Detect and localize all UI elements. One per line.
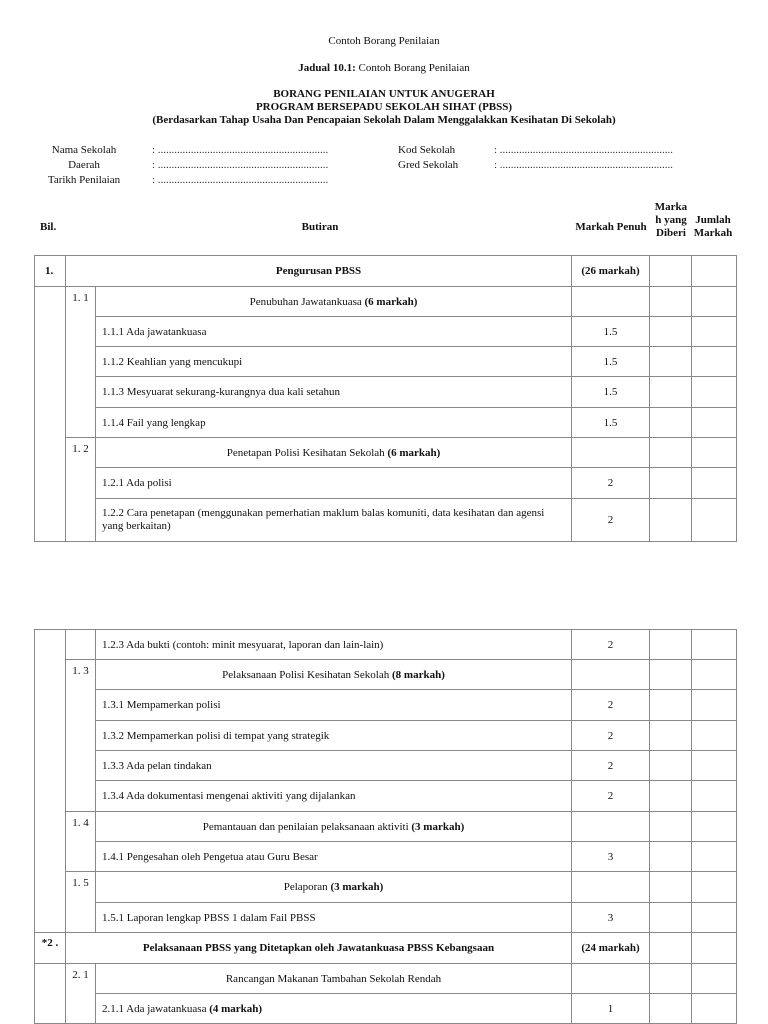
item-label: 1.3.4 Ada dokumentasi mengenai aktiviti yang dijalankan (96, 781, 572, 812)
item-row (35, 751, 737, 781)
heading-line-1: BORANG PENILAIAN UNTUK ANUGERAH (273, 88, 495, 100)
subsection-number: 2. 1 (66, 964, 96, 1024)
item-row (35, 347, 737, 377)
subsection-row (35, 287, 737, 317)
item-label: 1.1.4 Fail yang lengkap (96, 408, 572, 438)
header-markah-diberi: Marka h yang Diberi (654, 201, 688, 239)
section-number: 1. (35, 256, 66, 287)
item-full-marks: 2 (572, 630, 650, 660)
field-nama-sekolah[interactable]: : .............................................................. (152, 144, 329, 156)
table-caption-text: Contoh Borang Penilaian (355, 62, 470, 74)
full-marks-cell (572, 812, 650, 842)
marks-given-cell[interactable] (650, 317, 692, 347)
full-marks-cell (572, 964, 650, 994)
total-marks-cell[interactable] (692, 347, 737, 377)
label-kod-sekolah: Kod Sekolah (398, 144, 456, 156)
header-bil: Bil. (40, 221, 57, 233)
marks-given-cell[interactable] (650, 812, 692, 842)
total-marks-cell[interactable] (692, 812, 737, 842)
marks-given-cell[interactable] (650, 660, 692, 690)
total-marks-cell[interactable] (692, 468, 737, 499)
total-marks-cell[interactable] (692, 994, 737, 1024)
marks-given-cell[interactable] (650, 842, 692, 872)
item-label: 1.4.1 Pengesahan oleh Pengetua atau Guru Besar (96, 842, 572, 872)
item-full-marks: 2 (572, 499, 650, 542)
subsection-title: Penubuhan Jawatankuasa (6 markah) (96, 287, 572, 317)
item-row (35, 842, 737, 872)
total-marks-cell[interactable] (692, 964, 737, 994)
item-label: 1.2.2 Cara penetapan (menggunakan pemerhatian maklum balas komuniti, data kesihatan dan agensi yang berkaitan) (96, 499, 572, 542)
subsection-number: 1. 3 (66, 660, 96, 812)
total-marks-cell[interactable] (692, 408, 737, 438)
item-full-marks: 1.5 (572, 408, 650, 438)
marks-given-cell[interactable] (650, 630, 692, 660)
marks-given-cell[interactable] (650, 438, 692, 468)
label-tarikh: Tarikh Penilaian (47, 174, 121, 186)
field-kod-sekolah[interactable]: : ............................................................... (494, 144, 674, 156)
subsection-title: Pelaksanaan Polisi Kesihatan Sekolah (8 markah) (96, 660, 572, 690)
total-marks-cell[interactable] (692, 903, 737, 933)
marks-given-cell[interactable] (650, 690, 692, 721)
marks-given-cell[interactable] (650, 781, 692, 812)
marks-given-cell[interactable] (650, 408, 692, 438)
item-full-marks: 1 (572, 994, 650, 1024)
item-label: 1.2.1 Ada polisi (96, 468, 572, 499)
section-number: *2 . (35, 933, 66, 964)
assessment-table-part-1 (34, 255, 737, 542)
full-marks-cell (572, 287, 650, 317)
subsection-title: Rancangan Makanan Tambahan Sekolah Rendah (96, 964, 572, 994)
item-full-marks: 3 (572, 903, 650, 933)
total-marks-cell[interactable] (692, 660, 737, 690)
subsection-row (35, 660, 737, 690)
item-row (35, 721, 737, 751)
section-row (35, 933, 737, 964)
field-daerah[interactable]: : .............................................................. (152, 159, 329, 171)
label-daerah: Daerah (68, 159, 100, 171)
section-row (35, 256, 737, 287)
marks-given-cell[interactable] (650, 933, 692, 964)
section-spacer-cell (35, 287, 66, 542)
item-label: 1.3.2 Mempamerkan polisi di tempat yang strategik (96, 721, 572, 751)
item-row (35, 468, 737, 499)
subsection-row (35, 438, 737, 468)
subsection-number: 1. 1 (66, 287, 96, 438)
full-marks-cell (572, 872, 650, 903)
section-title: Pelaksanaan PBSS yang Ditetapkan oleh Jawatankuasa PBSS Kebangsaan (66, 933, 572, 964)
field-gred-sekolah[interactable]: : ............................................................... (494, 159, 674, 171)
table-caption (0, 62, 768, 74)
marks-given-cell[interactable] (650, 903, 692, 933)
section-marks: (26 markah) (572, 256, 650, 287)
subsection-row (35, 812, 737, 842)
item-full-marks: 1.5 (572, 377, 650, 408)
table-header (34, 197, 736, 255)
subsection-row (35, 964, 737, 994)
item-label: 1.1.2 Keahlian yang mencukupi (96, 347, 572, 377)
item-row (35, 499, 737, 542)
item-full-marks: 2 (572, 468, 650, 499)
total-marks-cell[interactable] (692, 256, 737, 287)
item-full-marks: 2 (572, 781, 650, 812)
label-gred-sekolah: Gred Sekolah (398, 159, 459, 171)
item-row (35, 317, 737, 347)
marks-given-cell[interactable] (650, 468, 692, 499)
item-row (35, 630, 737, 660)
marks-given-cell[interactable] (650, 872, 692, 903)
total-marks-cell[interactable] (692, 377, 737, 408)
total-marks-cell[interactable] (692, 751, 737, 781)
total-marks-cell[interactable] (692, 842, 737, 872)
item-row (35, 903, 737, 933)
total-marks-cell[interactable] (692, 287, 737, 317)
section-spacer-cell (35, 630, 66, 933)
assessment-table-part-2 (34, 629, 737, 1024)
marks-given-cell[interactable] (650, 994, 692, 1024)
subsection-spacer-cell (66, 630, 96, 660)
marks-given-cell[interactable] (650, 751, 692, 781)
item-full-marks: 2 (572, 690, 650, 721)
item-label: 1.5.1 Laporan lengkap PBSS 1 dalam Fail PBSS (96, 903, 572, 933)
total-marks-cell[interactable] (692, 721, 737, 751)
total-marks-cell[interactable] (692, 438, 737, 468)
subsection-number: 1. 4 (66, 812, 96, 872)
subsection-title: Pemantauan dan penilaian pelaksanaan aktiviti (3 markah) (96, 812, 572, 842)
header-markah-penuh: Markah Penuh (575, 221, 647, 233)
item-full-marks: 1.5 (572, 347, 650, 377)
marks-given-cell[interactable] (650, 721, 692, 751)
total-marks-cell[interactable] (692, 781, 737, 812)
subsection-number: 1. 2 (66, 438, 96, 542)
field-tarikh[interactable]: : .............................................................. (152, 174, 329, 186)
item-row (35, 690, 737, 721)
item-full-marks: 1.5 (572, 317, 650, 347)
item-label: 1.3.3 Ada pelan tindakan (96, 751, 572, 781)
heading-line-2: PROGRAM BERSEPADU SEKOLAH SIHAT (PBSS) (255, 101, 513, 113)
header-jumlah-markah: Jumlah Markah (693, 214, 733, 239)
section-marks: (24 markah) (572, 933, 650, 964)
item-row (35, 781, 737, 812)
total-marks-cell[interactable] (692, 499, 737, 542)
table-caption-label: Jadual 10.1: (298, 62, 356, 74)
subsection-title: Penetapan Polisi Kesihatan Sekolah (6 markah) (96, 438, 572, 468)
item-row (35, 408, 737, 438)
item-row (35, 994, 737, 1024)
total-marks-cell[interactable] (692, 690, 737, 721)
marks-given-cell[interactable] (650, 256, 692, 287)
item-label: 1.2.3 Ada bukti (contoh: minit mesyuarat, laporan dan lain-lain) (96, 630, 572, 660)
total-marks-cell[interactable] (692, 872, 737, 903)
marks-given-cell[interactable] (650, 377, 692, 408)
subsection-title: Pelaporan (3 markah) (96, 872, 572, 903)
form-heading (0, 88, 768, 127)
subsection-number: 1. 5 (66, 872, 96, 933)
label-nama-sekolah: Nama Sekolah (51, 144, 117, 156)
item-full-marks: 2 (572, 751, 650, 781)
marks-given-cell[interactable] (650, 347, 692, 377)
marks-given-cell[interactable] (650, 964, 692, 994)
total-marks-cell[interactable] (692, 317, 737, 347)
item-label: 2.1.1 Ada jawatankuasa (4 markah) (96, 994, 572, 1024)
item-label: 1.1.1 Ada jawatankuasa (96, 317, 572, 347)
marks-given-cell[interactable] (650, 287, 692, 317)
header-butiran: Butiran (301, 221, 339, 233)
item-full-marks: 2 (572, 721, 650, 751)
item-label: 1.1.3 Mesyuarat sekurang-kurangnya dua kali setahun (96, 377, 572, 408)
full-marks-cell (572, 660, 650, 690)
section-title: Pengurusan PBSS (66, 256, 572, 287)
caption: Contoh Borang Penilaian (328, 35, 440, 47)
total-marks-cell[interactable] (692, 630, 737, 660)
total-marks-cell[interactable] (692, 933, 737, 964)
item-label: 1.3.1 Mempamerkan polisi (96, 690, 572, 721)
section-spacer-cell (35, 964, 66, 1024)
full-marks-cell (572, 438, 650, 468)
heading-line-3: (Berdasarkan Tahap Usaha Dan Pencapaian Sekolah Dalam Menggalakkan Kesihatan Di Sekolah) (152, 114, 616, 126)
item-full-marks: 3 (572, 842, 650, 872)
marks-given-cell[interactable] (650, 499, 692, 542)
subsection-row (35, 872, 737, 903)
item-row (35, 377, 737, 408)
